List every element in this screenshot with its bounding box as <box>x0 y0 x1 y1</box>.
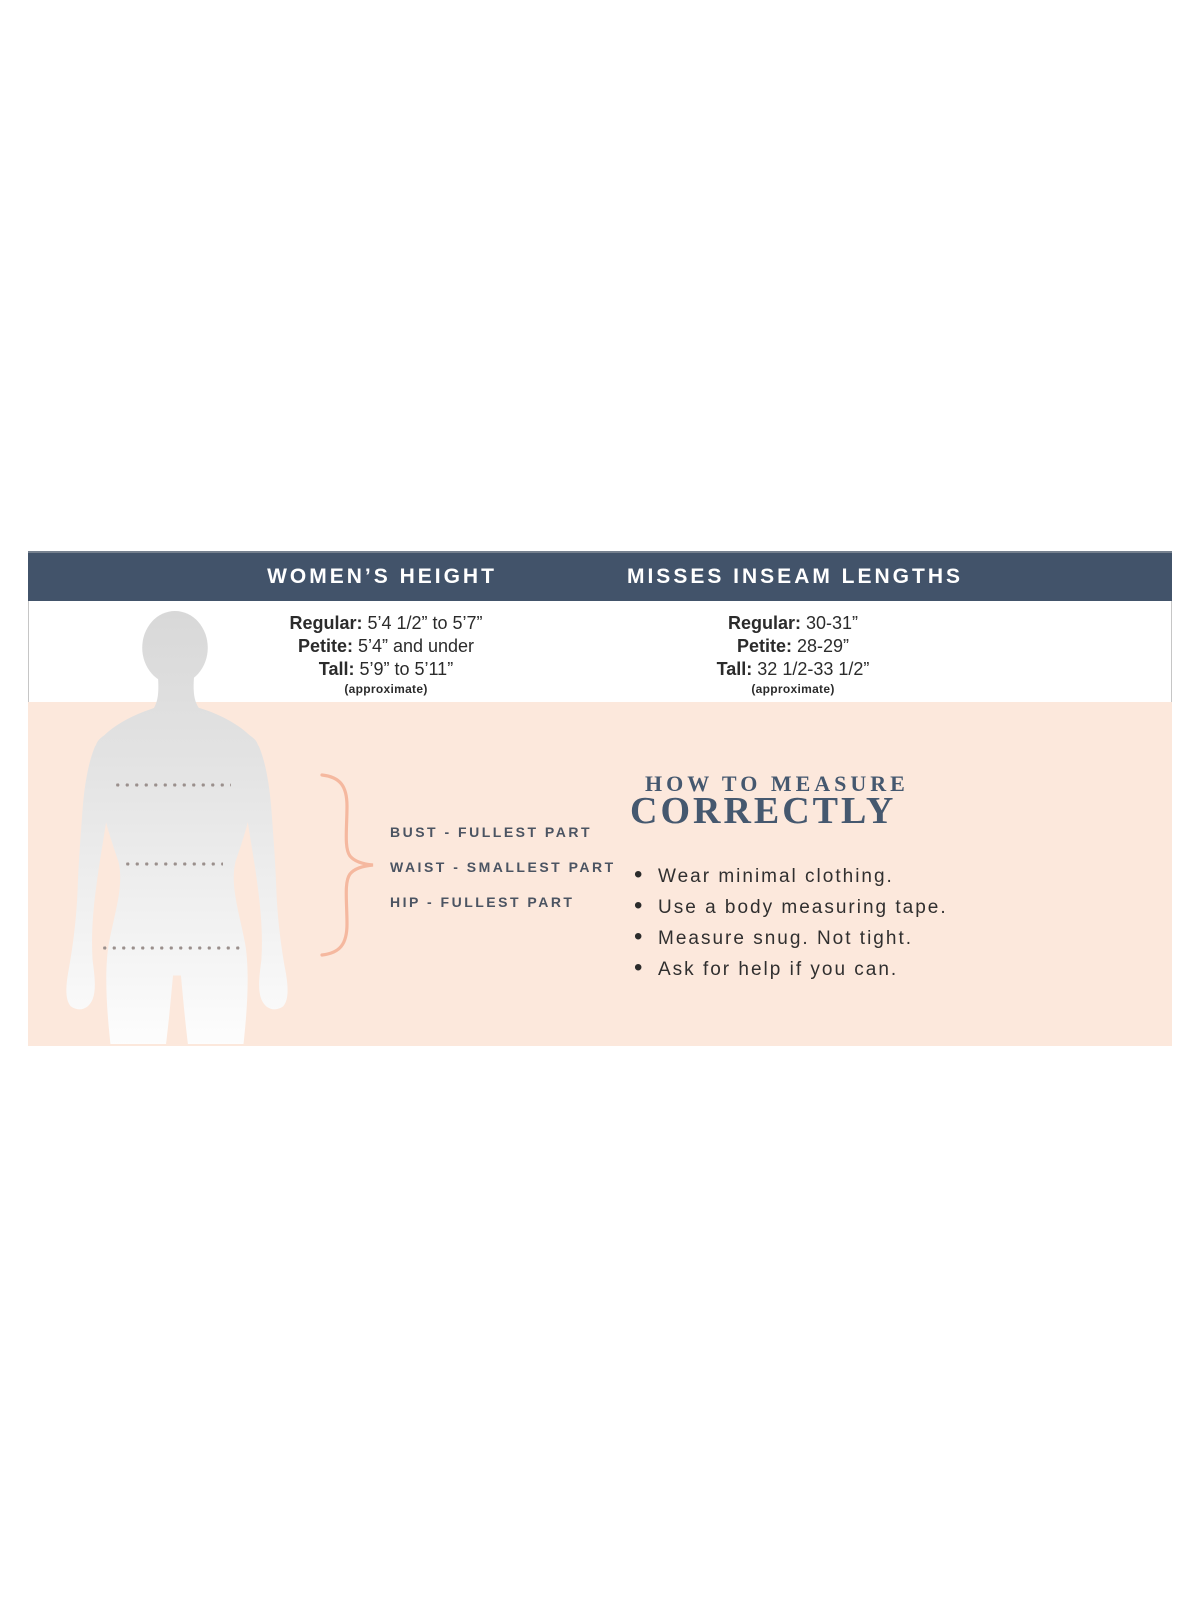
bust-dotted-line <box>113 783 231 787</box>
header-title-misses-inseam: MISSES INSEAM LENGTHS <box>626 565 964 588</box>
spec-value: 32 1/2-33 1/2” <box>757 659 870 679</box>
instruction-text: Use a body measuring tape. <box>658 897 948 918</box>
measure-label-bust: BUST - FULLEST PART <box>390 824 593 840</box>
header-bar <box>28 551 1172 601</box>
instruction-item <box>634 921 948 952</box>
waist-dotted-line <box>123 862 223 866</box>
instruction-text: Measure snug. Not tight. <box>658 928 913 949</box>
spec-row-petite <box>289 635 482 658</box>
approximate-note: (approximate) <box>751 682 835 696</box>
bullet-icon: • <box>634 954 643 981</box>
approximate-note: (approximate) <box>344 682 428 696</box>
spec-row-regular <box>289 612 482 635</box>
spec-label: Petite: <box>736 636 792 656</box>
how-to-heading-line1: HOW TO MEASURE <box>645 771 909 796</box>
how-to-heading-line2: CORRECTLY <box>630 790 897 832</box>
instruction-item <box>634 952 948 983</box>
spec-value: 28-29” <box>796 636 850 656</box>
spec-label: Petite: <box>297 636 353 656</box>
spec-value: 5’4 1/2” to 5’7” <box>367 613 483 633</box>
bullet-icon: • <box>634 861 643 888</box>
spec-label: Regular: <box>289 613 363 633</box>
spec-label: Tall: <box>716 659 753 679</box>
spec-value: 30-31” <box>805 613 859 633</box>
header-title-womens-height: WOMEN’S HEIGHT <box>267 565 497 588</box>
womens-height-specs <box>289 612 482 696</box>
instruction-item <box>634 859 948 890</box>
bullet-icon: • <box>634 892 643 919</box>
measure-label-hip: HIP - FULLEST PART <box>390 894 575 910</box>
spec-row-regular <box>717 612 870 635</box>
spec-row-petite <box>717 635 870 658</box>
curly-brace-icon <box>312 770 382 960</box>
instruction-text: Ask for help if you can. <box>658 959 899 980</box>
measure-label-waist: WAIST - SMALLEST PART <box>390 859 616 875</box>
inseam-length-specs <box>717 612 870 696</box>
spec-label: Tall: <box>318 659 355 679</box>
spec-value: 5’4” and under <box>357 636 475 656</box>
spec-row-tall <box>289 658 482 681</box>
bullet-icon: • <box>634 923 643 950</box>
spec-label: Regular: <box>727 613 801 633</box>
instruction-item <box>634 890 948 921</box>
instruction-text: Wear minimal clothing. <box>658 866 894 887</box>
spec-row-tall <box>717 658 870 681</box>
spec-value: 5’9” to 5’11” <box>359 659 454 679</box>
instruction-list <box>634 859 948 983</box>
hip-dotted-line <box>100 946 243 950</box>
body-silhouette <box>44 610 304 1047</box>
